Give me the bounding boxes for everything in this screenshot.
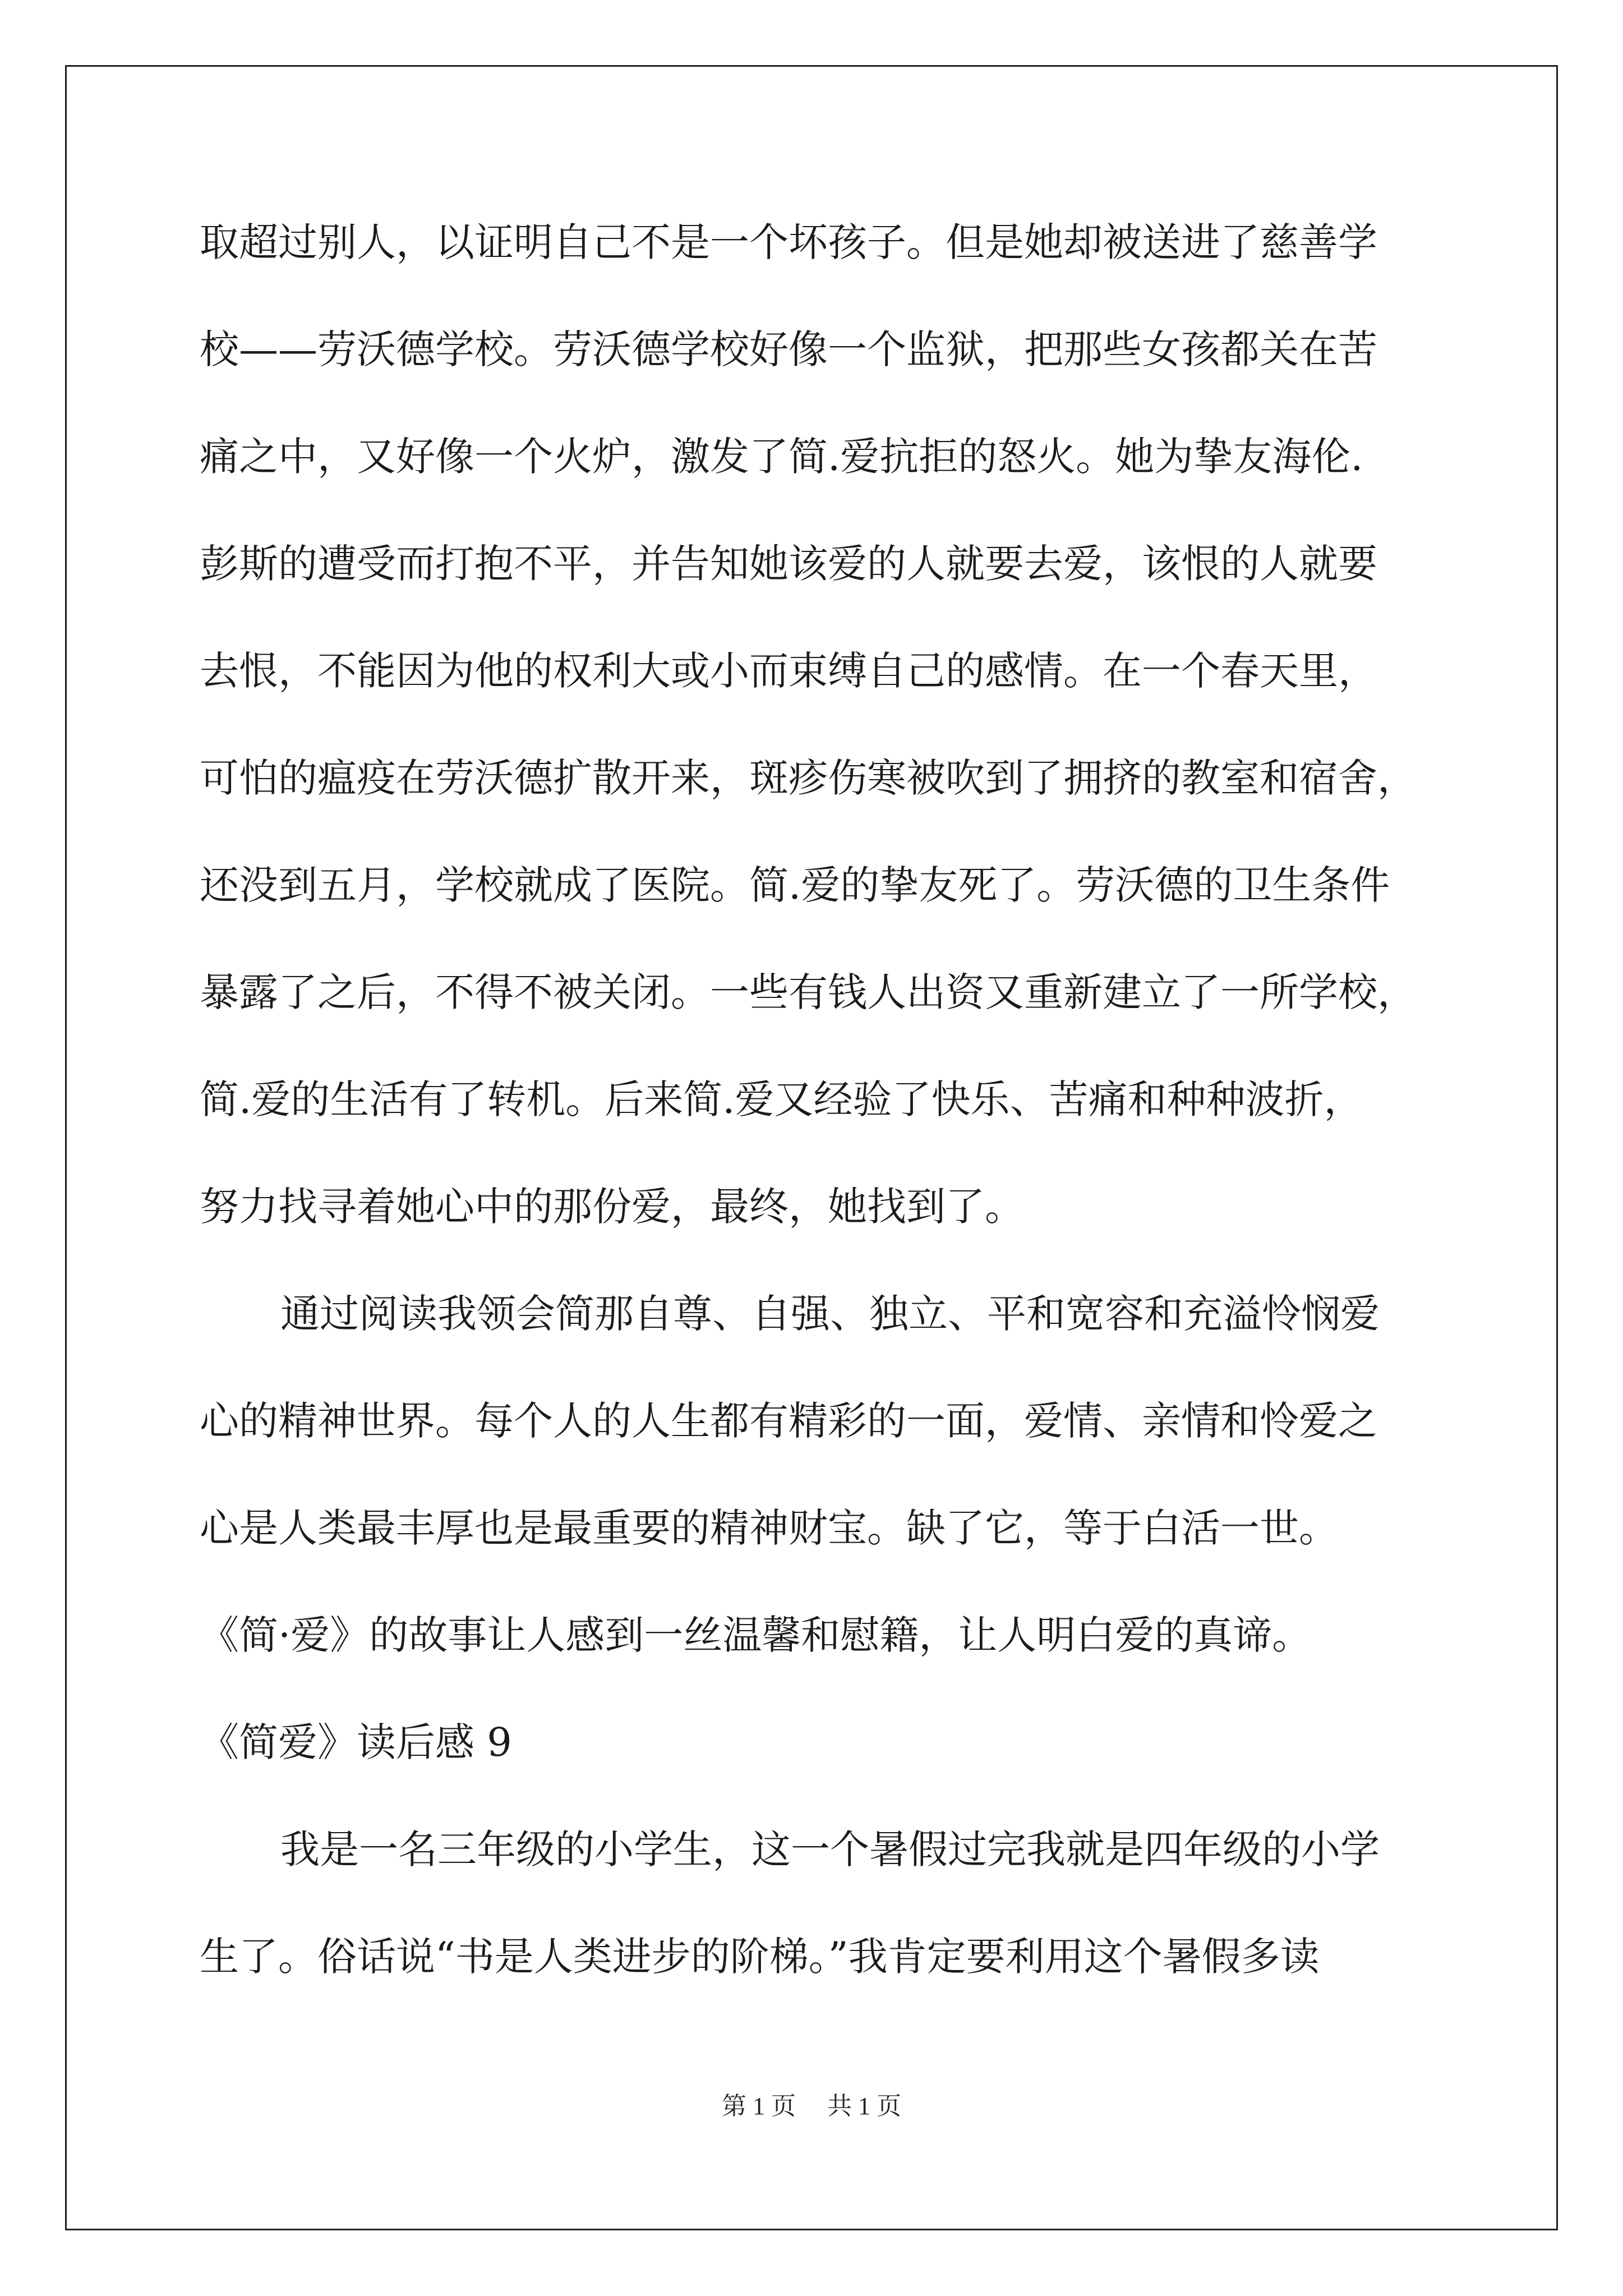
paragraph-first-line: 通过阅读我领会简那自尊、自强、独立、平和宽容和充溢怜悯爱	[280, 1291, 1380, 1337]
section-heading: 《简爱》读后感 9	[200, 1719, 512, 1765]
text-line: 还没到五月，学校就成了医院。简.爱的挚友死了。劳沃德的卫生条件	[200, 862, 1390, 908]
text-line: 取超过别人，以证明自己不是一个坏孩子。但是她却被送进了慈善学	[200, 219, 1377, 265]
text-line: 努力找寻着她心中的那份爱，最终，她找到了。	[200, 1184, 1024, 1230]
page-total: 共 1 页	[827, 2092, 901, 2120]
text-line: 简.爱的生活有了转机。后来简.爱又经验了快乐、苦痛和种种波折，	[200, 1076, 1363, 1122]
text-line: 《简·爱》的故事让人感到一丝温馨和慰籍，让人明白爱的真谛。	[200, 1612, 1312, 1658]
page-number: 第 1 页	[722, 2092, 796, 2120]
paragraph-first-line: 我是一名三年级的小学生，这一个暑假过完我就是四年级的小学	[280, 1826, 1380, 1872]
text-line: 痛之中，又好像一个火炉，激发了简.爱抗拒的怒火。她为挚友海伦.	[200, 434, 1363, 480]
text-line: 可怕的瘟疫在劳沃德扩散开来，斑疹伤寒被吹到了拥挤的教室和宿舍，	[200, 755, 1417, 801]
document-body	[200, 208, 1433, 2029]
page-footer	[0, 2086, 1623, 2122]
text-line: 生了。俗话说“书是人类进步的阶梯。”我肯定要利用这个暑假多读	[200, 1934, 1320, 1980]
text-line: 彭斯的遭受而打抱不平，并告知她该爱的人就要去爱，该恨的人就要	[200, 541, 1377, 587]
text-line: 校——劳沃德学校。劳沃德学校好像一个监狱，把那些女孩都关在苦	[200, 326, 1377, 372]
text-line: 心的精神世界。每个人的人生都有精彩的一面，爱情、亲情和怜爱之	[200, 1398, 1377, 1444]
text-line: 暴露了之后，不得不被关闭。一些有钱人出资又重新建立了一所学校，	[200, 969, 1417, 1015]
text-line: 去恨，不能因为他的权利大或小而束缚自己的感情。在一个春天里，	[200, 648, 1377, 694]
text-line: 心是人类最丰厚也是最重要的精神财宝。缺了它，等于白活一世。	[200, 1505, 1338, 1551]
